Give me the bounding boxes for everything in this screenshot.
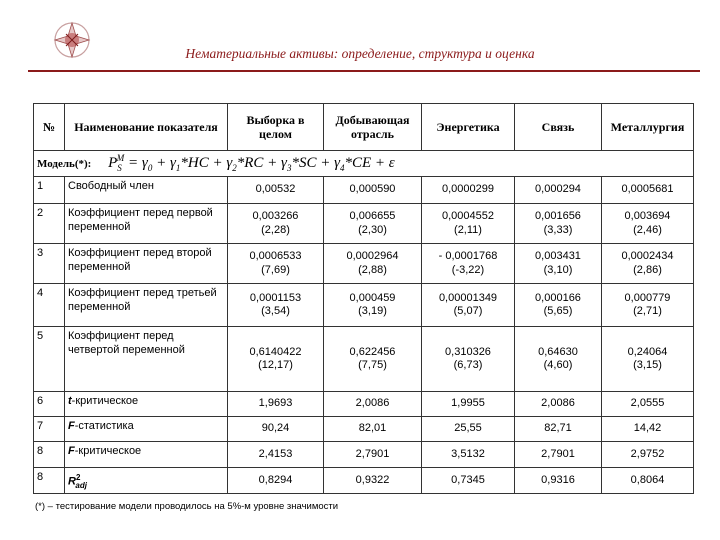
cell-value: 90,24 bbox=[228, 417, 324, 442]
cell-value: 0,000779 bbox=[624, 291, 671, 304]
cell-value: 2,9752 bbox=[602, 442, 694, 468]
cell-value: 0,00532 bbox=[228, 177, 324, 204]
results-table bbox=[33, 103, 694, 494]
row-name: Коэффициент перед второй переменной bbox=[65, 244, 228, 284]
row-number: 6 bbox=[34, 392, 65, 417]
cell-tstat: (7,75) bbox=[358, 359, 387, 371]
table-row bbox=[34, 204, 694, 244]
cell-value: 14,42 bbox=[602, 417, 694, 442]
cell-value: 0,310326 bbox=[445, 345, 491, 358]
cell-value: 0,0005681 bbox=[602, 177, 694, 204]
cell-value: 2,7901 bbox=[324, 442, 422, 468]
column-header: Связь bbox=[515, 104, 602, 151]
cell-value: 25,55 bbox=[422, 417, 515, 442]
cell-value: 2,0086 bbox=[324, 392, 422, 417]
cell-tstat: (-3,22) bbox=[451, 263, 485, 276]
cell-value: 1,9693 bbox=[228, 392, 324, 417]
column-header: Энергетика bbox=[422, 104, 515, 151]
cell-tstat: (6,73) bbox=[453, 359, 483, 371]
cell-value: 0,0002434 bbox=[621, 250, 674, 262]
cell-value: 0,0002964 bbox=[346, 250, 399, 262]
row-name: Коэффициент перед первой переменной bbox=[65, 204, 228, 244]
row-number: 3 bbox=[34, 244, 65, 284]
row-name: Свободный член bbox=[65, 177, 228, 204]
table-row bbox=[34, 244, 694, 284]
cell-value: 2,4153 bbox=[228, 442, 324, 468]
slide-title: Нематериальные активы: определение, структура и оценка bbox=[185, 46, 535, 61]
cell-value: 0,000294 bbox=[515, 177, 602, 204]
cell-value: 1,9955 bbox=[422, 392, 515, 417]
cell-value: 2,0555 bbox=[602, 392, 694, 417]
cell-tstat: (3,19) bbox=[358, 305, 387, 317]
row-number: 5 bbox=[34, 327, 65, 392]
cell-value: 0,00001349 bbox=[438, 291, 498, 304]
cell-value: 2,7901 bbox=[515, 442, 602, 468]
cell-tstat: (2,71) bbox=[633, 305, 662, 317]
row-name: Коэффициент перед четвертой переменной bbox=[65, 327, 228, 392]
table-row bbox=[34, 392, 694, 417]
cell-tstat: (3,33) bbox=[543, 223, 573, 236]
cell-value: 0,0004552 bbox=[442, 210, 494, 222]
row-name-symbol: t bbox=[68, 395, 72, 407]
cell-value: 0,001656 bbox=[535, 210, 581, 222]
model-formula: $P_S^M = \gamma_0 + \gamma_1*HC + \gamma_2*RC + \gamma_3*SC + \gamma_4*CE + \varepsilon$ bbox=[108, 152, 395, 173]
cell-tstat: (2,46) bbox=[633, 223, 662, 236]
cell-value: 0,0001153 bbox=[249, 291, 302, 304]
cell-tstat: (3,15) bbox=[633, 359, 662, 371]
column-header: Металлургия bbox=[602, 104, 694, 151]
table-row bbox=[34, 177, 694, 204]
cell-value: 0,24064 bbox=[627, 345, 668, 358]
cell-value: 0,8064 bbox=[602, 468, 694, 494]
cell-tstat: (2,88) bbox=[358, 263, 387, 276]
cell-value: 0,7345 bbox=[422, 468, 515, 494]
cell-value: - 0,0001768 bbox=[438, 250, 498, 262]
row-name: Коэффициент перед третьей переменной bbox=[65, 284, 228, 327]
cell-value: 0,000590 bbox=[324, 177, 422, 204]
cell-value: 82,71 bbox=[515, 417, 602, 442]
cell-tstat: (2,28) bbox=[261, 223, 290, 236]
row-name-symbol: F bbox=[68, 420, 75, 432]
column-header: Добывающая отрасль bbox=[324, 104, 422, 151]
cell-tstat: (2,86) bbox=[633, 263, 662, 276]
row-name-symbol: R bbox=[68, 475, 76, 488]
table-row bbox=[34, 284, 694, 327]
row-name-symbol: F bbox=[68, 445, 75, 457]
cell-tstat: (7,69) bbox=[261, 263, 290, 276]
cell-value: 0,8294 bbox=[228, 468, 324, 494]
cell-value: 0,003266 bbox=[252, 210, 299, 222]
column-header: Выборка в целом bbox=[228, 104, 324, 151]
table-row bbox=[34, 417, 694, 442]
cell-value: 3,5132 bbox=[422, 442, 515, 468]
row-name: -статистика bbox=[74, 420, 134, 432]
cell-tstat: (2,11) bbox=[454, 223, 482, 236]
cell-tstat: (5,65) bbox=[543, 305, 573, 317]
model-label: Модель(*): bbox=[37, 157, 92, 170]
table-row bbox=[34, 442, 694, 468]
footnote: (*) – тестирование модели проводилось на 5%-м уровне значимости bbox=[35, 501, 339, 512]
cell-value: 0,0000299 bbox=[422, 177, 515, 204]
cell-tstat: (12,17) bbox=[258, 359, 293, 371]
cell-value: 0,0006533 bbox=[249, 250, 302, 262]
row-number: 2 bbox=[34, 204, 65, 244]
cell-tstat: (5,07) bbox=[453, 305, 483, 317]
cell-value: 0,64630 bbox=[538, 345, 578, 358]
row-name-sub: adj bbox=[75, 480, 87, 490]
cell-value: 82,01 bbox=[324, 417, 422, 442]
cell-value: 0,9316 bbox=[515, 468, 602, 494]
table-row bbox=[34, 468, 694, 494]
row-number: 1 bbox=[34, 177, 65, 204]
cell-value: 0,000166 bbox=[535, 291, 581, 304]
cell-value: 2,0086 bbox=[515, 392, 602, 417]
cell-value: 0,003431 bbox=[535, 250, 581, 262]
column-header: Наименование показателя bbox=[65, 104, 228, 151]
cell-value: 0,6140422 bbox=[249, 345, 302, 358]
cell-tstat: (3,54) bbox=[261, 305, 290, 317]
cell-value: 0,9322 bbox=[324, 468, 422, 494]
cell-value: 0,003694 bbox=[624, 210, 671, 222]
row-number: 8 bbox=[34, 442, 65, 468]
row-name: -критическое bbox=[71, 395, 139, 407]
cell-value: 0,000459 bbox=[349, 291, 396, 304]
cell-value: 0,622456 bbox=[349, 345, 396, 358]
row-number: 7 bbox=[34, 417, 65, 442]
row-name-sup: 2 bbox=[75, 473, 81, 482]
row-number: 8 bbox=[34, 468, 65, 494]
cell-value: 0,006655 bbox=[349, 210, 396, 222]
row-name: -критическое bbox=[74, 445, 142, 457]
table-row bbox=[34, 327, 694, 392]
table-header-row bbox=[34, 104, 694, 151]
column-header: № bbox=[34, 104, 65, 151]
model-row bbox=[34, 151, 694, 177]
cell-tstat: (3,10) bbox=[543, 263, 573, 276]
row-number: 4 bbox=[34, 284, 65, 327]
cell-tstat: (2,30) bbox=[358, 223, 387, 236]
cell-tstat: (4,60) bbox=[543, 359, 573, 371]
title-divider bbox=[28, 70, 700, 72]
